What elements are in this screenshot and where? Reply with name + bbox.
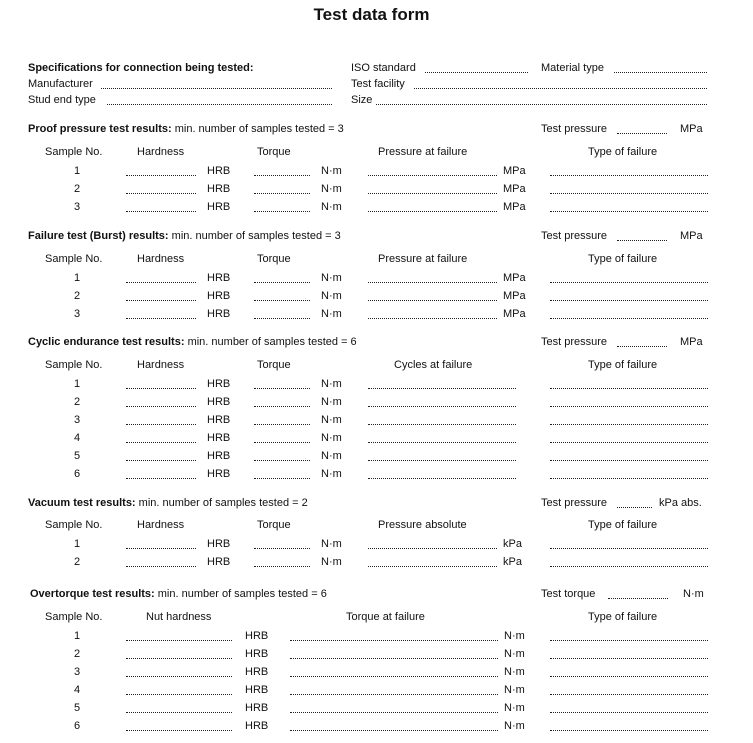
nm-unit: N·m xyxy=(321,183,342,195)
hardness-field[interactable] xyxy=(126,300,196,301)
test-pressure-label: Test pressure xyxy=(541,336,608,348)
hardness-field[interactable] xyxy=(126,388,196,389)
nut-hardness-field[interactable] xyxy=(126,640,232,641)
nm-unit: N·m xyxy=(321,468,342,480)
hardness-field[interactable] xyxy=(126,282,196,283)
test-pressure-field[interactable] xyxy=(617,346,667,347)
size-field[interactable] xyxy=(376,104,707,105)
type-of-failure-field[interactable] xyxy=(550,712,708,713)
col-pressure-absolute: Pressure absolute xyxy=(378,519,467,531)
result-field[interactable] xyxy=(368,211,497,212)
hardness-field[interactable] xyxy=(126,175,196,176)
sample-number: 6 xyxy=(73,468,81,480)
type-of-failure-field[interactable] xyxy=(550,478,708,479)
cycles-field[interactable] xyxy=(368,406,516,407)
result-field[interactable] xyxy=(368,193,497,194)
sample-number: 3 xyxy=(73,666,81,678)
sample-number: 6 xyxy=(73,720,81,732)
sample-number: 5 xyxy=(73,450,81,462)
spec-heading: Specifications for connection being tested: xyxy=(28,62,254,74)
cycles-field[interactable] xyxy=(368,388,516,389)
section-heading: Proof pressure test results: xyxy=(28,123,172,135)
hrb-unit: HRB xyxy=(207,396,231,408)
nm-unit: N·m xyxy=(321,201,342,213)
type-of-failure-field[interactable] xyxy=(550,318,708,319)
mpa-unit: MPa xyxy=(503,290,526,302)
nm-unit: N·m xyxy=(504,666,525,678)
sample-number: 3 xyxy=(73,308,81,320)
col-hardness: Hardness xyxy=(137,146,185,158)
manufacturer-label: Manufacturer xyxy=(28,78,93,90)
sample-number: 2 xyxy=(73,396,81,408)
section-heading-line xyxy=(28,336,357,349)
test-facility-field[interactable] xyxy=(414,88,707,89)
col-hardness: Hardness xyxy=(137,359,185,371)
test-torque-field[interactable] xyxy=(608,598,668,599)
col-type-of-failure: Type of failure xyxy=(588,146,658,158)
section-heading-line xyxy=(28,497,308,510)
test-pressure-unit: kPa abs. xyxy=(659,497,702,509)
hardness-field[interactable] xyxy=(126,460,196,461)
hrb-unit: HRB xyxy=(207,432,231,444)
sample-number: 2 xyxy=(73,183,81,195)
test-pressure-label: Test pressure xyxy=(541,497,608,509)
type-of-failure-field[interactable] xyxy=(550,175,708,176)
type-of-failure-field[interactable] xyxy=(550,211,708,212)
sample-number: 1 xyxy=(73,272,81,284)
size-label: Size xyxy=(351,94,373,106)
type-of-failure-field[interactable] xyxy=(550,424,708,425)
nm-unit: N·m xyxy=(321,165,342,177)
cycles-field[interactable] xyxy=(368,424,516,425)
col-torque: Torque xyxy=(257,359,291,371)
sample-number: 1 xyxy=(73,538,81,550)
type-of-failure-field[interactable] xyxy=(550,676,708,677)
col-type-of-failure: Type of failure xyxy=(588,253,658,265)
section-heading: Overtorque test results: xyxy=(30,588,155,600)
min-samples-note: min. number of samples tested = 2 xyxy=(138,497,308,509)
nm-unit: N·m xyxy=(504,684,525,696)
type-of-failure-field[interactable] xyxy=(550,193,708,194)
nm-unit: N·m xyxy=(504,720,525,732)
min-samples-note: min. number of samples tested = 3 xyxy=(174,123,344,135)
type-of-failure-field[interactable] xyxy=(550,406,708,407)
type-of-failure-field[interactable] xyxy=(550,388,708,389)
section-heading-line xyxy=(30,588,327,601)
torque-at-failure-field[interactable] xyxy=(290,712,498,713)
torque-field[interactable] xyxy=(254,424,310,425)
result-field[interactable] xyxy=(368,318,497,319)
hardness-field[interactable] xyxy=(126,424,196,425)
hardness-field[interactable] xyxy=(126,318,196,319)
torque-at-failure-field[interactable] xyxy=(290,730,498,731)
mpa-unit: MPa xyxy=(503,201,526,213)
nm-unit: N·m xyxy=(504,648,525,660)
hardness-field[interactable] xyxy=(126,442,196,443)
col-torque-at-failure: Torque at failure xyxy=(346,611,425,623)
type-of-failure-field[interactable] xyxy=(550,566,708,567)
torque-field[interactable] xyxy=(254,318,310,319)
torque-field[interactable] xyxy=(254,442,310,443)
nut-hardness-field[interactable] xyxy=(126,712,232,713)
nm-unit: N·m xyxy=(321,378,342,390)
result-field[interactable] xyxy=(368,282,497,283)
hrb-unit: HRB xyxy=(207,165,231,177)
hrb-unit: HRB xyxy=(207,308,231,320)
section-heading: Failure test (Burst) results: xyxy=(28,230,169,242)
test-pressure-unit: MPa xyxy=(680,123,703,135)
col-sample-no: Sample No. xyxy=(45,253,103,265)
hardness-field[interactable] xyxy=(126,193,196,194)
type-of-failure-field[interactable] xyxy=(550,640,708,641)
nm-unit: N·m xyxy=(321,396,342,408)
col-hardness: Hardness xyxy=(137,519,185,531)
hrb-unit: HRB xyxy=(245,630,269,642)
mpa-unit: MPa xyxy=(503,165,526,177)
test-pressure-label: Test pressure xyxy=(541,230,608,242)
test-torque-unit: N·m xyxy=(683,588,704,600)
stud-end-type-field[interactable] xyxy=(107,104,332,105)
sample-number: 5 xyxy=(73,702,81,714)
col-sample-no: Sample No. xyxy=(45,519,103,531)
type-of-failure-field[interactable] xyxy=(550,694,708,695)
hrb-unit: HRB xyxy=(207,538,231,550)
hrb-unit: HRB xyxy=(207,450,231,462)
test-pressure-field[interactable] xyxy=(617,507,652,508)
sample-number: 3 xyxy=(73,414,81,426)
test-pressure-unit: MPa xyxy=(680,336,703,348)
col-pressure-at-failure: Pressure at failure xyxy=(378,146,468,158)
mpa-unit: MPa xyxy=(503,308,526,320)
torque-field[interactable] xyxy=(254,478,310,479)
test-facility-label: Test facility xyxy=(351,78,405,90)
hardness-field[interactable] xyxy=(126,406,196,407)
min-samples-note: min. number of samples tested = 6 xyxy=(157,588,327,600)
section-heading-line xyxy=(28,123,344,136)
section-heading-line xyxy=(28,230,341,243)
sample-number: 1 xyxy=(73,165,81,177)
hardness-field[interactable] xyxy=(126,211,196,212)
test-pressure-label: Test pressure xyxy=(541,123,608,135)
hrb-unit: HRB xyxy=(245,684,269,696)
kpa-unit: kPa xyxy=(503,556,522,568)
sample-number: 1 xyxy=(73,630,81,642)
torque-at-failure-field[interactable] xyxy=(290,658,498,659)
torque-field[interactable] xyxy=(254,193,310,194)
col-sample-no: Sample No. xyxy=(45,146,103,158)
type-of-failure-field[interactable] xyxy=(550,300,708,301)
hrb-unit: HRB xyxy=(207,556,231,568)
hrb-unit: HRB xyxy=(245,702,269,714)
manufacturer-field[interactable] xyxy=(101,88,332,89)
test-pressure-field[interactable] xyxy=(617,133,667,134)
material-type-label: Material type xyxy=(541,62,604,74)
nm-unit: N·m xyxy=(321,290,342,302)
torque-field[interactable] xyxy=(254,548,310,549)
nm-unit: N·m xyxy=(321,556,342,568)
min-samples-note: min. number of samples tested = 6 xyxy=(187,336,357,348)
col-hardness: Hardness xyxy=(137,253,185,265)
col-sample-no: Sample No. xyxy=(45,359,103,371)
torque-field[interactable] xyxy=(254,282,310,283)
hrb-unit: HRB xyxy=(245,720,269,732)
col-sample-no: Sample No. xyxy=(45,611,103,623)
nm-unit: N·m xyxy=(321,272,342,284)
stud-end-type-label: Stud end type xyxy=(28,94,96,106)
hrb-unit: HRB xyxy=(207,414,231,426)
nm-unit: N·m xyxy=(321,450,342,462)
test-pressure-field[interactable] xyxy=(617,240,667,241)
torque-at-failure-field[interactable] xyxy=(290,694,498,695)
type-of-failure-field[interactable] xyxy=(550,730,708,731)
torque-at-failure-field[interactable] xyxy=(290,640,498,641)
col-nut-hardness: Nut hardness xyxy=(146,611,212,623)
result-field[interactable] xyxy=(368,566,497,567)
mpa-unit: MPa xyxy=(503,272,526,284)
nut-hardness-field[interactable] xyxy=(126,658,232,659)
hrb-unit: HRB xyxy=(207,290,231,302)
sample-number: 2 xyxy=(73,290,81,302)
torque-field[interactable] xyxy=(254,388,310,389)
torque-field[interactable] xyxy=(254,460,310,461)
hardness-field[interactable] xyxy=(126,548,196,549)
type-of-failure-field[interactable] xyxy=(550,460,708,461)
col-torque: Torque xyxy=(257,146,291,158)
nut-hardness-field[interactable] xyxy=(126,694,232,695)
type-of-failure-field[interactable] xyxy=(550,548,708,549)
cycles-field[interactable] xyxy=(368,442,516,443)
type-of-failure-field[interactable] xyxy=(550,658,708,659)
col-type-of-failure: Type of failure xyxy=(588,519,658,531)
page-title: Test data form xyxy=(313,5,430,24)
hrb-unit: HRB xyxy=(207,468,231,480)
result-field[interactable] xyxy=(368,548,497,549)
torque-field[interactable] xyxy=(254,300,310,301)
type-of-failure-field[interactable] xyxy=(550,442,708,443)
sample-number: 2 xyxy=(73,556,81,568)
test-torque-label: Test torque xyxy=(541,588,596,600)
sample-number: 3 xyxy=(73,201,81,213)
col-type-of-failure: Type of failure xyxy=(588,611,658,623)
hrb-unit: HRB xyxy=(245,648,269,660)
nm-unit: N·m xyxy=(321,414,342,426)
cycles-field[interactable] xyxy=(368,478,516,479)
nut-hardness-field[interactable] xyxy=(126,676,232,677)
cycles-field[interactable] xyxy=(368,460,516,461)
mpa-unit: MPa xyxy=(503,183,526,195)
iso-standard-label: ISO standard xyxy=(351,62,416,74)
torque-field[interactable] xyxy=(254,406,310,407)
torque-field[interactable] xyxy=(254,211,310,212)
hrb-unit: HRB xyxy=(207,272,231,284)
nm-unit: N·m xyxy=(321,538,342,550)
test-pressure-unit: MPa xyxy=(680,230,703,242)
col-cycles-at-failure: Cycles at failure xyxy=(394,359,473,371)
min-samples-note: min. number of samples tested = 3 xyxy=(171,230,341,242)
sample-number: 2 xyxy=(73,648,81,660)
sample-number: 4 xyxy=(73,432,81,444)
section-heading: Vacuum test results: xyxy=(28,497,136,509)
hrb-unit: HRB xyxy=(207,201,231,213)
col-torque: Torque xyxy=(257,519,291,531)
torque-at-failure-field[interactable] xyxy=(290,676,498,677)
result-field[interactable] xyxy=(368,300,497,301)
hardness-field[interactable] xyxy=(126,478,196,479)
iso-standard-field[interactable] xyxy=(425,72,528,73)
sample-number: 1 xyxy=(73,378,81,390)
type-of-failure-field[interactable] xyxy=(550,282,708,283)
nm-unit: N·m xyxy=(504,630,525,642)
sample-number: 4 xyxy=(73,684,81,696)
torque-field[interactable] xyxy=(254,175,310,176)
col-torque: Torque xyxy=(257,253,291,265)
section-heading: Cyclic endurance test results: xyxy=(28,336,185,348)
hrb-unit: HRB xyxy=(207,378,231,390)
kpa-unit: kPa xyxy=(503,538,522,550)
torque-field[interactable] xyxy=(254,566,310,567)
col-type-of-failure: Type of failure xyxy=(588,359,658,371)
nm-unit: N·m xyxy=(321,308,342,320)
nut-hardness-field[interactable] xyxy=(126,730,232,731)
hrb-unit: HRB xyxy=(245,666,269,678)
nm-unit: N·m xyxy=(504,702,525,714)
result-field[interactable] xyxy=(368,175,497,176)
nm-unit: N·m xyxy=(321,432,342,444)
hrb-unit: HRB xyxy=(207,183,231,195)
hardness-field[interactable] xyxy=(126,566,196,567)
material-type-field[interactable] xyxy=(614,72,707,73)
col-pressure-at-failure: Pressure at failure xyxy=(378,253,468,265)
